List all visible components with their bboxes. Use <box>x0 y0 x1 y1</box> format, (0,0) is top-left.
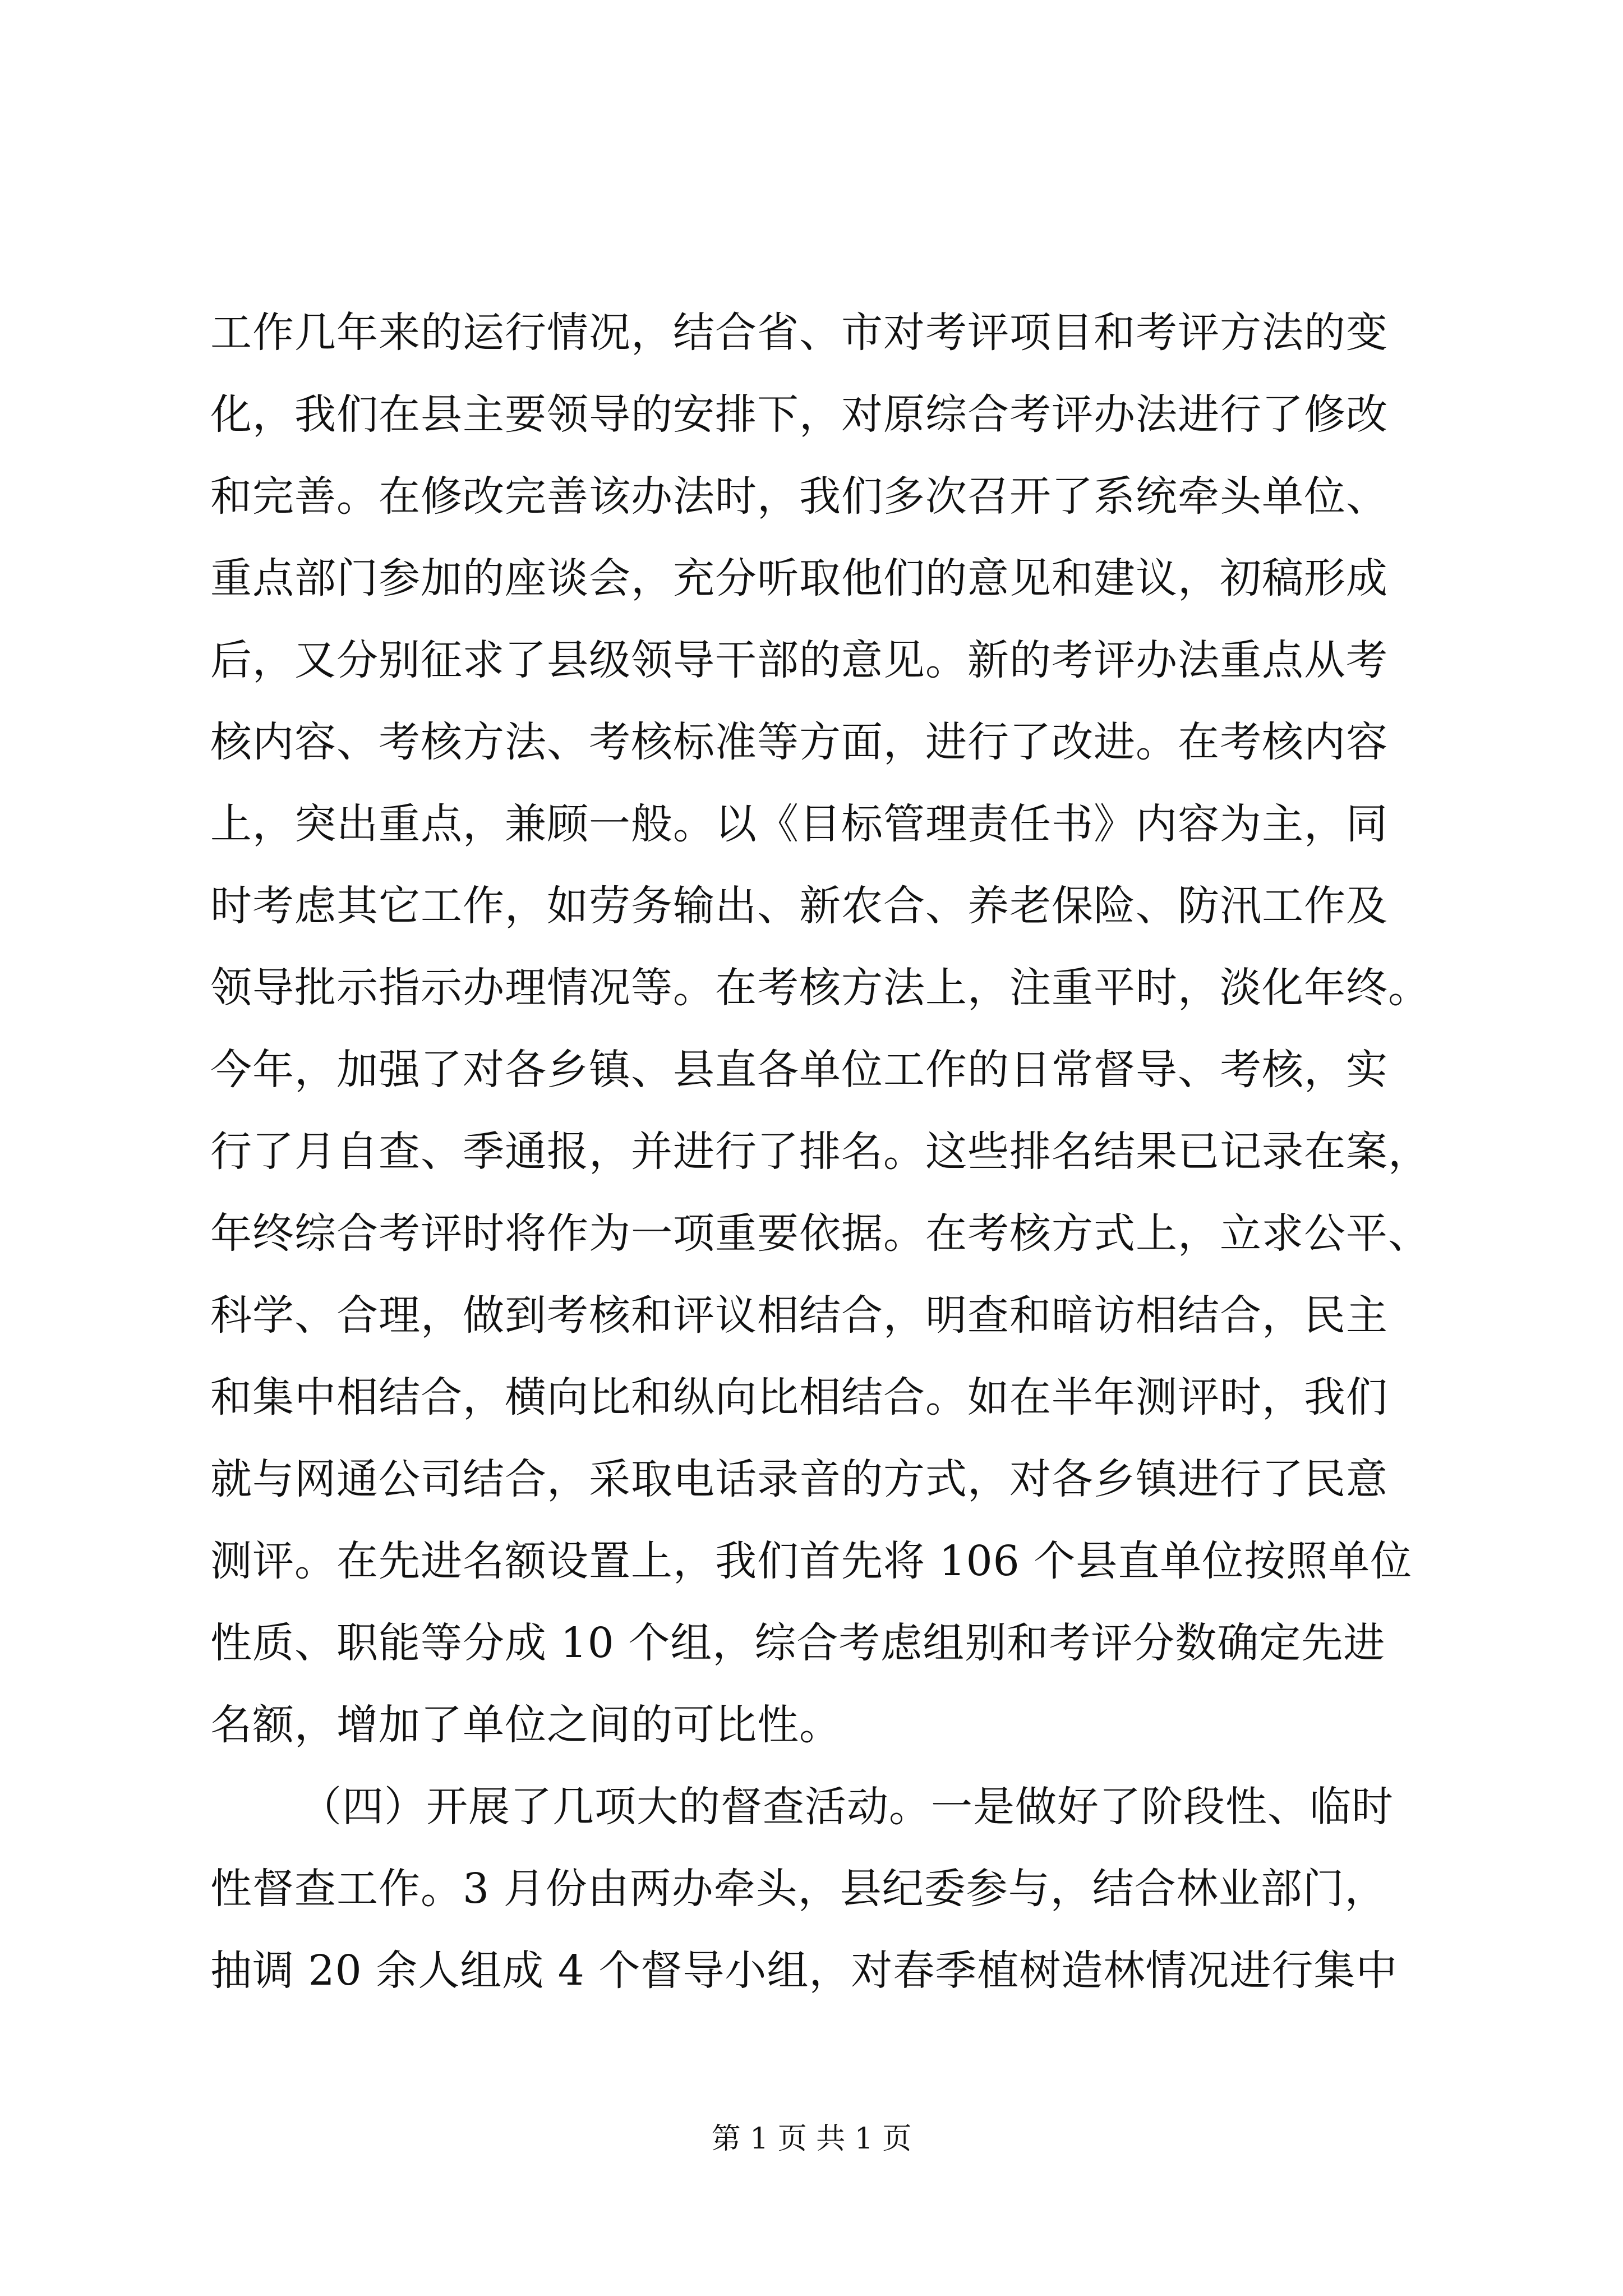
text-line: 抽调 20 余人组成 4 个督导小组，对春季植树造林情况进行集中 <box>210 1947 1398 1995</box>
text-line: 核内容、考核方法、考核标准等方面，进行了改进。在考核内容 <box>210 718 1388 766</box>
text-line: 时考虑其它工作，如劳务输出、新农合、养老保险、防汛工作及 <box>210 882 1388 930</box>
text-line: 就与网通公司结合，采取电话录音的方式，对各乡镇进行了民意 <box>210 1455 1388 1503</box>
text-line: 和完善。在修改完善该办法时，我们多次召开了系统牵头单位、 <box>210 472 1388 521</box>
text-line: 科学、合理，做到考核和评议相结合，明查和暗访相结合，民主 <box>210 1291 1388 1340</box>
text-line: 今年，加强了对各乡镇、县直各单位工作的日常督导、考核，实 <box>210 1046 1388 1094</box>
text-line: 化，我们在县主要领导的安排下，对原综合考评办法进行了修改 <box>210 390 1388 439</box>
text-line: 领导批示指示办理情况等。在考核方法上，注重平时，淡化年终。 <box>210 964 1430 1012</box>
body-text <box>210 292 1430 2012</box>
text-line: 性督查工作。3 月份由两办牵头，县纪委参与，结合林业部门， <box>210 1865 1387 1913</box>
text-line: （四）开展了几项大的督查活动。一是做好了阶段性、临时 <box>300 1783 1394 1831</box>
text-line: 上，突出重点，兼顾一般。以《目标管理责任书》内容为主，同 <box>210 800 1388 848</box>
text-line: 后，又分别征求了县级领导干部的意见。新的考评办法重点从考 <box>210 636 1388 684</box>
text-line: 年终综合考评时将作为一项重要依据。在考核方式上，立求公平、 <box>210 1209 1430 1258</box>
page-footer: 第 1 页 共 1 页 <box>711 2122 912 2156</box>
text-line: 测评。在先进名额设置上，我们首先将 106 个县直单位按照单位 <box>210 1537 1413 1585</box>
text-line: 和集中相结合，横向比和纵向比相结合。如在半年测评时，我们 <box>210 1373 1388 1421</box>
text-line: 名额，增加了单位之间的可比性。 <box>210 1701 841 1749</box>
text-line: 工作几年来的运行情况，结合省、市对考评项目和考评方法的变 <box>210 309 1388 357</box>
text-line: 性质、职能等分成 10 个组，综合考虑组别和考评分数确定先进 <box>210 1619 1386 1667</box>
text-line: 重点部门参加的座谈会，充分听取他们的意见和建议，初稿形成 <box>210 554 1388 602</box>
text-line: 行了月自查、季通报，并进行了排名。这些排名结果已记录在案， <box>210 1128 1430 1176</box>
